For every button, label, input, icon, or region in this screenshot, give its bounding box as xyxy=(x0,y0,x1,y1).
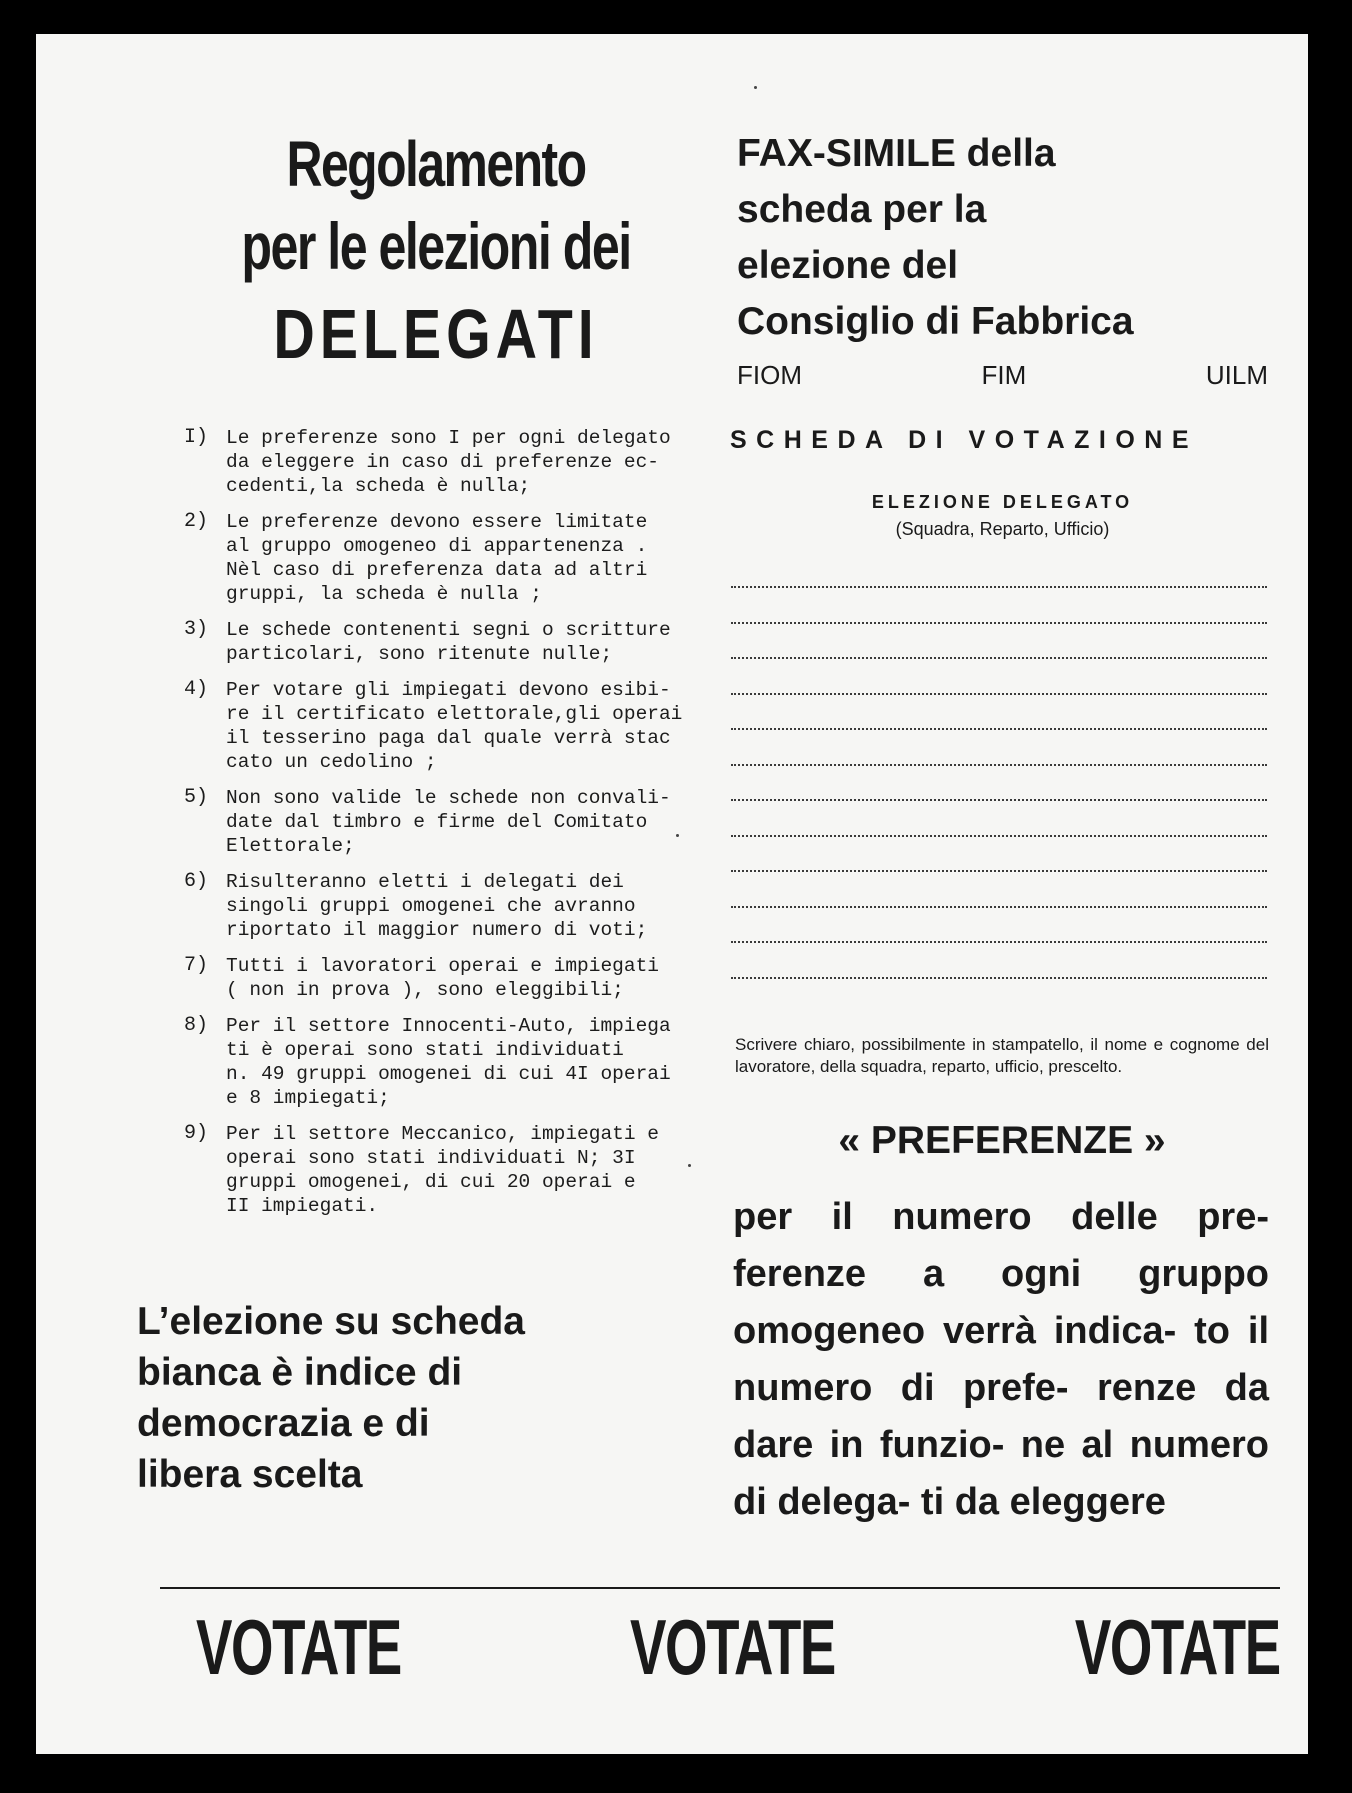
rule-number: 7) xyxy=(183,954,208,977)
votate-row xyxy=(160,1602,1280,1692)
title-line-3: DELEGATI xyxy=(273,295,599,373)
rule-line: re il certificato elettorale,gli operai xyxy=(226,703,683,725)
write-in-line xyxy=(731,906,1267,908)
rule-item xyxy=(136,510,726,606)
preferenze-heading: « PREFERENZE » xyxy=(838,1119,1166,1162)
rule-number: 8) xyxy=(183,1014,208,1037)
union-uilm: UILM xyxy=(1205,360,1268,390)
fax-title-line: elezione del xyxy=(737,244,959,287)
rule-line: cedenti,la scheda è nulla; xyxy=(226,475,531,497)
rule-line: Per il settore Meccanico, impiegati e xyxy=(226,1123,659,1145)
write-in-line xyxy=(731,799,1267,801)
print-speck xyxy=(754,86,757,89)
rule-number: 9) xyxy=(183,1122,208,1145)
print-speck xyxy=(688,1164,691,1167)
rule-number: 5) xyxy=(183,786,208,809)
fax-title-line: Consiglio di Fabbrica xyxy=(737,300,1134,343)
rule-line: singoli gruppi omogenei che avranno xyxy=(226,895,636,917)
rule-line: Per il settore Innocenti-Auto, impiega xyxy=(226,1015,671,1037)
rule-line: Non sono valide le schede non convali- xyxy=(226,787,671,809)
regolamento-title xyxy=(156,124,716,378)
rule-line: particolari, sono ritenute nulle; xyxy=(226,643,613,665)
rules-list xyxy=(136,426,726,1230)
rule-line: e 8 impiegati; xyxy=(226,1087,390,1109)
fax-title-line: FAX-SIMILE della xyxy=(737,132,1056,175)
rule-line: Elettorale; xyxy=(226,835,355,857)
fax-title-line: scheda per la xyxy=(737,188,987,231)
ballot-instructions: Scrivere chiaro, possibilmente in stampatello, il nome e cognome del lavoratore, della squadra, reparto, ufficio, prescelto. xyxy=(735,1035,1269,1076)
ballot-write-in-lines xyxy=(731,586,1267,1026)
rule-number: I) xyxy=(183,426,208,449)
rule-item xyxy=(136,954,726,1002)
write-in-line xyxy=(731,586,1267,588)
footer-divider xyxy=(160,1587,1280,1589)
rule-line: gruppi omogenei, di cui 20 operai e xyxy=(226,1171,636,1193)
rule-item xyxy=(136,870,726,942)
rule-line: Le schede contenenti segni o scritture xyxy=(226,619,671,641)
write-in-line xyxy=(731,728,1267,730)
write-in-line xyxy=(731,941,1267,943)
rule-item xyxy=(136,786,726,858)
slogan-line: L’elezione su scheda xyxy=(137,1300,525,1343)
leaflet-sheet xyxy=(36,34,1308,1754)
slogan-line: libera scelta xyxy=(137,1453,363,1496)
union-names xyxy=(737,360,1268,391)
rule-item xyxy=(136,1122,726,1218)
rule-number: 3) xyxy=(183,618,208,641)
rule-number: 4) xyxy=(183,678,208,701)
rule-line: cato un cedolino ; xyxy=(226,751,437,773)
rule-line: il tesserino paga dal quale verrà stac xyxy=(226,727,671,749)
rule-line: II impiegati. xyxy=(226,1195,379,1217)
rule-item xyxy=(136,1014,726,1110)
rule-item xyxy=(136,426,726,498)
write-in-line xyxy=(731,764,1267,766)
scheda-di-votazione-heading: SCHEDA DI VOTAZIONE xyxy=(730,426,1199,454)
rule-line: ( non in prova ), sono eleggibili; xyxy=(226,979,624,1001)
rule-line: Le preferenze sono I per ogni delegato xyxy=(226,427,671,449)
rule-item xyxy=(136,618,726,666)
slogan-line: democrazia e di xyxy=(137,1402,430,1445)
elezione-subtitle: (Squadra, Reparto, Ufficio) xyxy=(895,519,1110,539)
preferenze-text: per il numero delle pre- ferenze a ogni gruppo omogeneo verrà indica- to il numero di prefe- renze da dare in funzio- ne al numero di delega- ti da eleggere xyxy=(733,1196,1269,1523)
write-in-line xyxy=(731,835,1267,837)
rule-line: al gruppo omogeneo di appartenenza . xyxy=(226,535,648,557)
write-in-line xyxy=(731,693,1267,695)
rule-line: gruppi, la scheda è nulla ; xyxy=(226,583,542,605)
rule-item xyxy=(136,678,726,774)
rule-line: ti è operai sono stati individuati xyxy=(226,1039,624,1061)
union-fiom: FIOM xyxy=(737,360,802,390)
rule-number: 6) xyxy=(183,870,208,893)
title-line-2: per le elezioni dei xyxy=(241,209,631,283)
title-line-1: Regolamento xyxy=(286,128,586,200)
rule-line: Le preferenze devono essere limitate xyxy=(226,511,648,533)
write-in-line xyxy=(731,622,1267,624)
rule-line: Nèl caso di preferenza data ad altri xyxy=(226,559,648,581)
rule-line: Tutti i lavoratori operai e impiegati xyxy=(226,955,659,977)
rule-line: date dal timbro e firme del Comitato xyxy=(226,811,648,833)
rule-line: Per votare gli impiegati devono esibi- xyxy=(226,679,671,701)
votate-left: VOTATE xyxy=(196,1603,401,1691)
rule-line: Risulteranno eletti i delegati dei xyxy=(226,871,624,893)
rule-line: riportato il maggior numero di voti; xyxy=(226,919,648,941)
write-in-line xyxy=(731,870,1267,872)
fax-simile-title xyxy=(737,126,1257,350)
left-slogan xyxy=(137,1296,697,1500)
print-speck xyxy=(676,834,679,837)
rule-number: 2) xyxy=(183,510,208,533)
elezione-delegato-heading: ELEZIONE DELEGATO xyxy=(871,492,1134,512)
write-in-line xyxy=(731,977,1267,979)
votate-center: VOTATE xyxy=(630,1603,835,1691)
rule-line: da eleggere in caso di preferenze ec- xyxy=(226,451,659,473)
rule-line: n. 49 gruppi omogenei di cui 4I operai xyxy=(226,1063,671,1085)
write-in-line xyxy=(731,657,1267,659)
votate-right: VOTATE xyxy=(1075,1603,1280,1691)
slogan-line: bianca è indice di xyxy=(137,1351,463,1394)
union-fim: FIM xyxy=(981,360,1027,390)
rule-line: operai sono stati individuati N; 3I xyxy=(226,1147,636,1169)
